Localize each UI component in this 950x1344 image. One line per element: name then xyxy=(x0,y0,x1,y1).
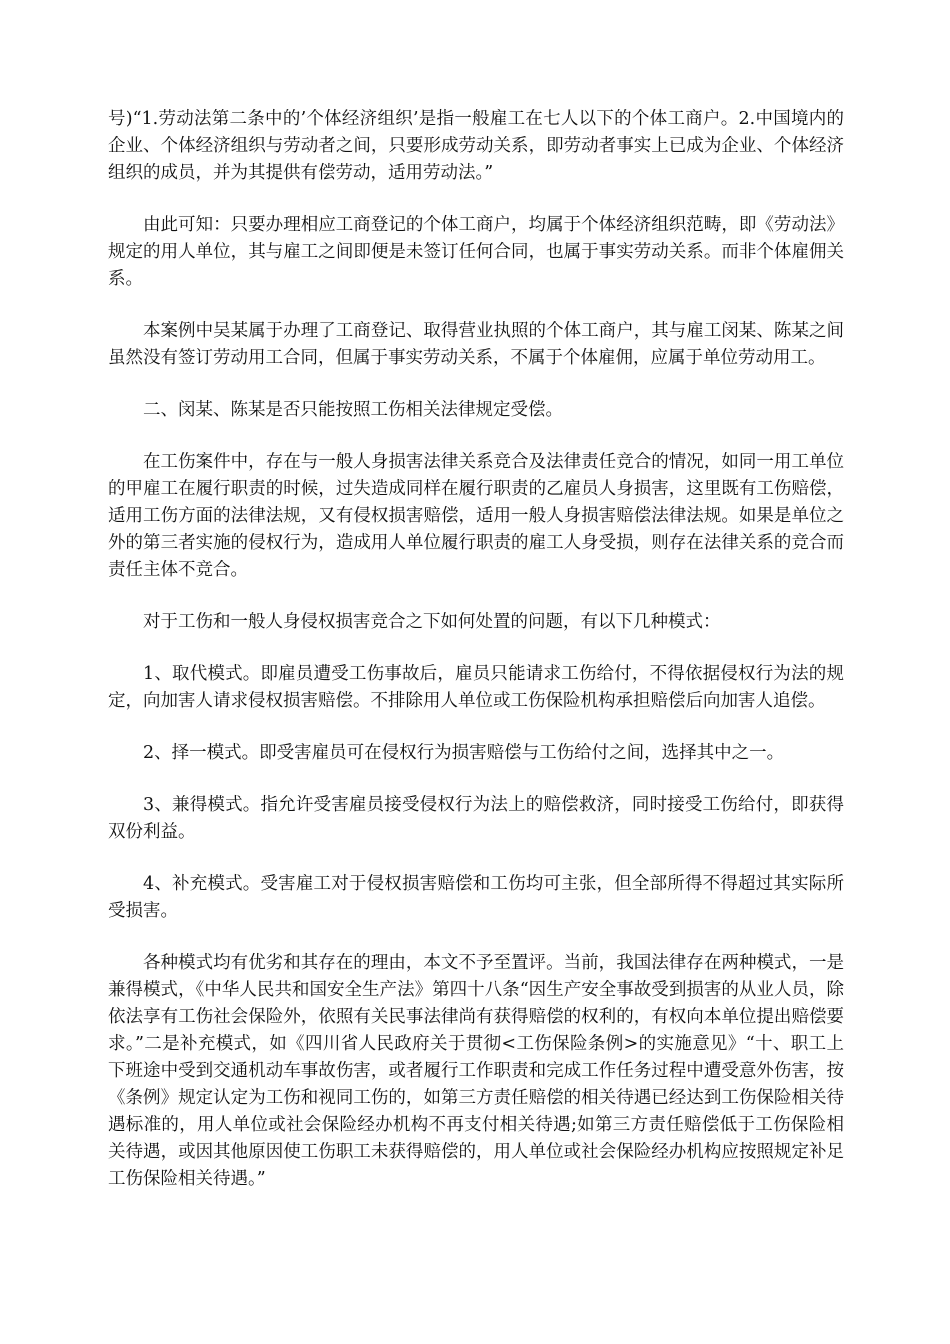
document-body xyxy=(108,106,844,1218)
list-item-1: 1、取代模式。即雇员遭受工伤事故后，雇员只能请求工伤给付，不得依据侵权行为法的规定，向加害人请求侵权损害赔偿。不排除用人单位或工伤保险机构承担赔偿后向加害人追偿。 xyxy=(108,664,844,711)
list-item-3: 3、兼得模式。指允许受害雇员接受侵权行为法上的赔偿救济，同时接受工伤给付，即获得双份利益。 xyxy=(108,795,844,842)
paragraph-3: 本案例中吴某属于办理了工商登记、取得营业执照的个体工商户，其与雇工闵某、陈某之间虽然没有签订劳动用工合同，但属于事实劳动关系，不属于个体雇佣，应属于单位劳动用工。 xyxy=(108,321,844,368)
paragraph-2: 由此可知：只要办理相应工商登记的个体工商户，均属于个体经济组织范畴，即《劳动法》规定的用人单位，其与雇工之间即便是未签订任何合同，也属于事实劳动关系。而非个体雇佣关系。 xyxy=(108,215,844,289)
paragraph-6: 对于工伤和一般人身侵权损害竞合之下如何处置的问题，有以下几种模式： xyxy=(143,612,721,632)
list-item-4: 4、补充模式。受害雇工对于侵权损害赔偿和工伤均可主张，但全部所得不得超过其实际所受损害。 xyxy=(108,874,844,921)
paragraph-11: 各种模式均有优劣和其存在的理由，本文不予至置评。当前，我国法律存在两种模式，一是兼得模式，《中华人民共和国安全生产法》第四十八条“因生产安全事故受到损害的从业人员，除依法享有工伤社会保险外，依照有关民事法律尚有获得赔偿的权利的，有权向本单位提出赔偿要求。”二是补充模式，如《四川省人民政府关于贯彻<工伤保险条例>的实施意见》“十、职工上下班途中受到交通机动车事故伤害，或者履行工作职责和完成工作任务过程中遭受意外伤害，按《条例》规定认定为工伤和视同工伤的，如第三方责任赔偿的相关待遇已经达到工伤保险相关待遇标准的，用人单位或社会保险经办机构不再支付相关待遇;如第三方责任赔偿低于工伤保险相关待遇，或因其他原因使工伤职工未获得赔偿的，用人单位或社会保险经办机构应按照规定补足工伤保险相关待遇。” xyxy=(108,953,844,1189)
paragraph-1: 号)“1.劳动法第二条中的’个体经济组织’是指一般雇工在七人以下的个体工商户。2.中国境内的企业、个体经济组织与劳动者之间，只要形成劳动关系，即劳动者事实上已成为企业、个体经济组织的成员，并为其提供有偿劳动，适用劳动法。” xyxy=(108,109,844,183)
paragraph-5: 在工伤案件中，存在与一般人身损害法律关系竞合及法律责任竞合的情况，如同一用工单位的甲雇工在履行职责的时候，过失造成同样在履行职责的乙雇员人身损害，这里既有工伤赔偿，适用工伤方面的法律法规，又有侵权损害赔偿，适用一般人身损害赔偿法律法规。如果是单位之外的第三者实施的侵权行为，造成用人单位履行职责的雇工人身受损，则存在法律关系的竞合而责任主体不竞合。 xyxy=(108,452,844,580)
list-item-2: 2、择一模式。即受害雇员可在侵权行为损害赔偿与工伤给付之间，选择其中之一。 xyxy=(143,743,785,763)
section-heading-2: 二、闵某、陈某是否只能按照工伤相关法律规定受偿。 xyxy=(143,400,563,420)
